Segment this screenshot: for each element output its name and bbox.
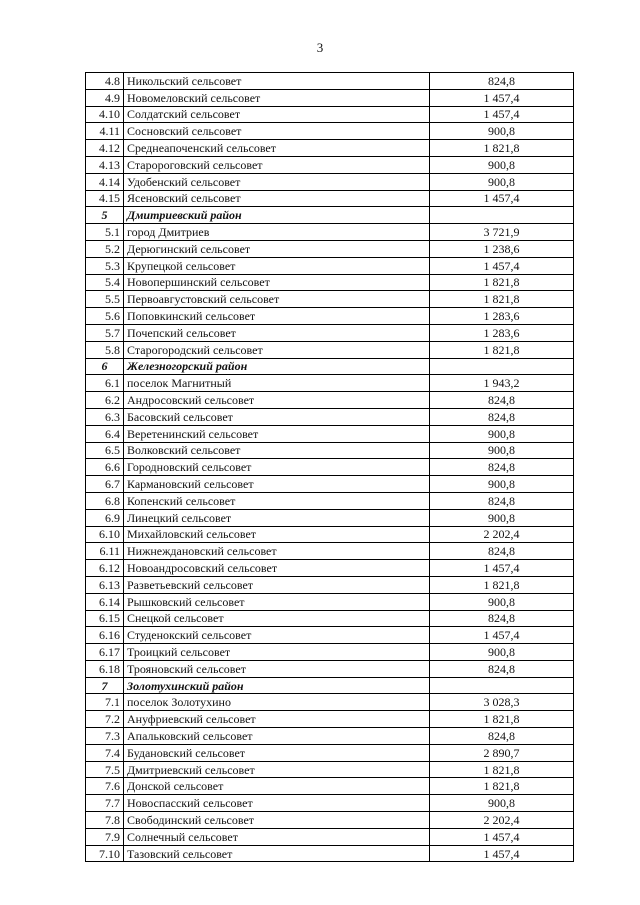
municipality-name: Новоспасский сельсовет	[124, 795, 430, 812]
row-number: 6.1	[86, 375, 124, 392]
allocation-value: 1 821,8	[430, 341, 574, 358]
table-row	[86, 459, 574, 476]
table-row	[86, 526, 574, 543]
row-number: 6.14	[86, 593, 124, 610]
municipality-name: поселок Золотухино	[124, 694, 430, 711]
municipality-name: Будановский сельсовет	[124, 744, 430, 761]
table-row	[86, 644, 574, 661]
row-number: 6.6	[86, 459, 124, 476]
row-number: 7.5	[86, 761, 124, 778]
table-row	[86, 728, 574, 745]
allocation-value: 1 821,8	[430, 761, 574, 778]
row-number: 7.2	[86, 711, 124, 728]
allocation-value: 2 202,4	[430, 812, 574, 829]
row-number: 7.6	[86, 778, 124, 795]
row-number: 6.13	[86, 576, 124, 593]
municipality-name: Ясеновский сельсовет	[124, 190, 430, 207]
municipality-name: Солнечный сельсовет	[124, 828, 430, 845]
municipality-name: Волковский сельсовет	[124, 442, 430, 459]
row-number: 4.15	[86, 190, 124, 207]
allocation-value: 1 457,4	[430, 106, 574, 123]
row-number: 6.18	[86, 660, 124, 677]
table-body	[86, 73, 574, 862]
row-number: 5.4	[86, 274, 124, 291]
table-row	[86, 627, 574, 644]
allocation-value: 900,8	[430, 123, 574, 140]
table-row	[86, 308, 574, 325]
municipality-name: Новомеловский сельсовет	[124, 89, 430, 106]
table-row	[86, 593, 574, 610]
allocation-value: 1 821,8	[430, 291, 574, 308]
table-row	[86, 476, 574, 493]
municipality-name: Новоандросовский сельсовет	[124, 560, 430, 577]
table-row	[86, 408, 574, 425]
allocation-value	[430, 207, 574, 224]
municipality-name: Нижнеждановский сельсовет	[124, 543, 430, 560]
table-row	[86, 828, 574, 845]
allocation-value: 824,8	[430, 392, 574, 409]
allocation-value: 824,8	[430, 543, 574, 560]
municipality-name: Басовский сельсовет	[124, 408, 430, 425]
table-row	[86, 660, 574, 677]
allocation-value: 824,8	[430, 73, 574, 90]
municipality-name: Троицкий сельсовет	[124, 644, 430, 661]
table-row	[86, 240, 574, 257]
row-number: 7.9	[86, 828, 124, 845]
row-number: 6.3	[86, 408, 124, 425]
allocation-value: 900,8	[430, 593, 574, 610]
allocation-value: 1 283,6	[430, 308, 574, 325]
allocation-value: 824,8	[430, 459, 574, 476]
row-number: 6	[86, 358, 124, 375]
allocation-value: 824,8	[430, 660, 574, 677]
row-number: 6.5	[86, 442, 124, 459]
table-row	[86, 761, 574, 778]
row-number: 7.7	[86, 795, 124, 812]
municipality-name: Линецкий сельсовет	[124, 509, 430, 526]
municipality-name: Никольский сельсовет	[124, 73, 430, 90]
municipality-name: Студенокский сельсовет	[124, 627, 430, 644]
table-row	[86, 711, 574, 728]
table-row	[86, 224, 574, 241]
allocation-value: 1 457,4	[430, 828, 574, 845]
table-row	[86, 694, 574, 711]
allocation-value: 1 821,8	[430, 778, 574, 795]
municipality-name: Сосновский сельсовет	[124, 123, 430, 140]
municipality-name: Городновский сельсовет	[124, 459, 430, 476]
allocation-value: 900,8	[430, 476, 574, 493]
municipality-name: Трояновский сельсовет	[124, 660, 430, 677]
municipality-name: Железногорский район	[124, 358, 430, 375]
table-row	[86, 560, 574, 577]
district-header-row	[86, 207, 574, 224]
municipality-name: Разветьевский сельсовет	[124, 576, 430, 593]
row-number: 5	[86, 207, 124, 224]
row-number: 7	[86, 677, 124, 694]
municipality-name: Поповкинский сельсовет	[124, 308, 430, 325]
municipality-name: Михайловский сельсовет	[124, 526, 430, 543]
table-row	[86, 744, 574, 761]
allocation-value: 824,8	[430, 728, 574, 745]
row-number: 7.8	[86, 812, 124, 829]
allocation-value: 900,8	[430, 425, 574, 442]
municipality-name: Первоавгустовский сельсовет	[124, 291, 430, 308]
table-row	[86, 812, 574, 829]
allocation-value: 1 457,4	[430, 845, 574, 862]
table-row	[86, 140, 574, 157]
table-row	[86, 543, 574, 560]
row-number: 4.13	[86, 156, 124, 173]
municipality-name: поселок Магнитный	[124, 375, 430, 392]
allocation-value: 900,8	[430, 644, 574, 661]
allocation-value	[430, 358, 574, 375]
allocation-value: 1 943,2	[430, 375, 574, 392]
row-number: 6.8	[86, 492, 124, 509]
allocation-value: 900,8	[430, 156, 574, 173]
table-row	[86, 341, 574, 358]
table-row	[86, 190, 574, 207]
municipality-name: Дмитриевский сельсовет	[124, 761, 430, 778]
row-number: 7.10	[86, 845, 124, 862]
municipality-name: Почепский сельсовет	[124, 324, 430, 341]
table-row	[86, 106, 574, 123]
table-row	[86, 610, 574, 627]
table-row	[86, 123, 574, 140]
allocation-value	[430, 677, 574, 694]
allocation-value: 1 238,6	[430, 240, 574, 257]
municipality-name: Старороговский сельсовет	[124, 156, 430, 173]
row-number: 5.1	[86, 224, 124, 241]
allocation-value: 1 457,4	[430, 627, 574, 644]
row-number: 6.11	[86, 543, 124, 560]
allocation-value: 824,8	[430, 492, 574, 509]
allocation-value: 2 202,4	[430, 526, 574, 543]
allocation-value: 1 457,4	[430, 89, 574, 106]
row-number: 5.8	[86, 341, 124, 358]
allocation-value: 900,8	[430, 795, 574, 812]
allocation-value: 2 890,7	[430, 744, 574, 761]
row-number: 5.7	[86, 324, 124, 341]
municipality-name: Апальковский сельсовет	[124, 728, 430, 745]
row-number: 6.12	[86, 560, 124, 577]
table-row	[86, 795, 574, 812]
row-number: 6.7	[86, 476, 124, 493]
allocation-value: 1 457,4	[430, 560, 574, 577]
allocation-value: 900,8	[430, 173, 574, 190]
allocation-value: 3 028,3	[430, 694, 574, 711]
row-number: 6.10	[86, 526, 124, 543]
table-row	[86, 492, 574, 509]
municipality-name: Дмитриевский район	[124, 207, 430, 224]
row-number: 5.3	[86, 257, 124, 274]
municipality-name: Андросовский сельсовет	[124, 392, 430, 409]
table-row	[86, 576, 574, 593]
allocation-value: 1 457,4	[430, 190, 574, 207]
district-header-row	[86, 677, 574, 694]
table-row	[86, 375, 574, 392]
row-number: 7.1	[86, 694, 124, 711]
row-number: 4.9	[86, 89, 124, 106]
table-row	[86, 257, 574, 274]
table-row	[86, 845, 574, 862]
allocation-value: 3 721,9	[430, 224, 574, 241]
table-row	[86, 156, 574, 173]
row-number: 5.2	[86, 240, 124, 257]
municipality-name: Новопершинский сельсовет	[124, 274, 430, 291]
row-number: 6.16	[86, 627, 124, 644]
allocation-value: 824,8	[430, 610, 574, 627]
municipality-name: Солдатский сельсовет	[124, 106, 430, 123]
allocation-value: 824,8	[430, 408, 574, 425]
allocation-value: 1 821,8	[430, 576, 574, 593]
row-number: 5.5	[86, 291, 124, 308]
row-number: 6.15	[86, 610, 124, 627]
municipality-name: Кармановский сельсовет	[124, 476, 430, 493]
municipality-name: Старогородский сельсовет	[124, 341, 430, 358]
row-number: 6.2	[86, 392, 124, 409]
municipality-name: Рышковский сельсовет	[124, 593, 430, 610]
table-row	[86, 73, 574, 90]
page-number: 3	[316, 40, 324, 55]
row-number: 4.8	[86, 73, 124, 90]
row-number: 7.4	[86, 744, 124, 761]
row-number: 6.17	[86, 644, 124, 661]
table-row	[86, 291, 574, 308]
municipality-name: Снецкой сельсовет	[124, 610, 430, 627]
allocation-value: 1 457,4	[430, 257, 574, 274]
municipality-name: Тазовский сельсовет	[124, 845, 430, 862]
municipality-name: Дерюгинский сельсовет	[124, 240, 430, 257]
municipality-name: Копенский сельсовет	[124, 492, 430, 509]
table-row	[86, 173, 574, 190]
municipality-name: Свободинский сельсовет	[124, 812, 430, 829]
table-row	[86, 324, 574, 341]
allocation-value: 900,8	[430, 509, 574, 526]
table-row	[86, 778, 574, 795]
allocation-value: 1 821,8	[430, 711, 574, 728]
row-number: 4.10	[86, 106, 124, 123]
allocation-value: 1 821,8	[430, 140, 574, 157]
allocation-value: 900,8	[430, 442, 574, 459]
row-number: 7.3	[86, 728, 124, 745]
municipality-name: Удобенский сельсовет	[124, 173, 430, 190]
table-row	[86, 442, 574, 459]
municipality-name: город Дмитриев	[124, 224, 430, 241]
allocation-value: 1 283,6	[430, 324, 574, 341]
table-row	[86, 425, 574, 442]
municipality-name: Донской сельсовет	[124, 778, 430, 795]
district-header-row	[86, 358, 574, 375]
row-number: 6.4	[86, 425, 124, 442]
allocation-value: 1 821,8	[430, 274, 574, 291]
row-number: 4.11	[86, 123, 124, 140]
municipality-name: Крупецкой сельсовет	[124, 257, 430, 274]
table-row	[86, 509, 574, 526]
table-row	[86, 89, 574, 106]
municipality-name: Среднеапоченский сельсовет	[124, 140, 430, 157]
allocation-table	[85, 72, 574, 862]
row-number: 4.12	[86, 140, 124, 157]
table-row	[86, 274, 574, 291]
municipality-name: Золотухинский район	[124, 677, 430, 694]
row-number: 6.9	[86, 509, 124, 526]
municipality-name: Ануфриевский сельсовет	[124, 711, 430, 728]
row-number: 5.6	[86, 308, 124, 325]
municipality-name: Веретенинский сельсовет	[124, 425, 430, 442]
table-row	[86, 392, 574, 409]
row-number: 4.14	[86, 173, 124, 190]
